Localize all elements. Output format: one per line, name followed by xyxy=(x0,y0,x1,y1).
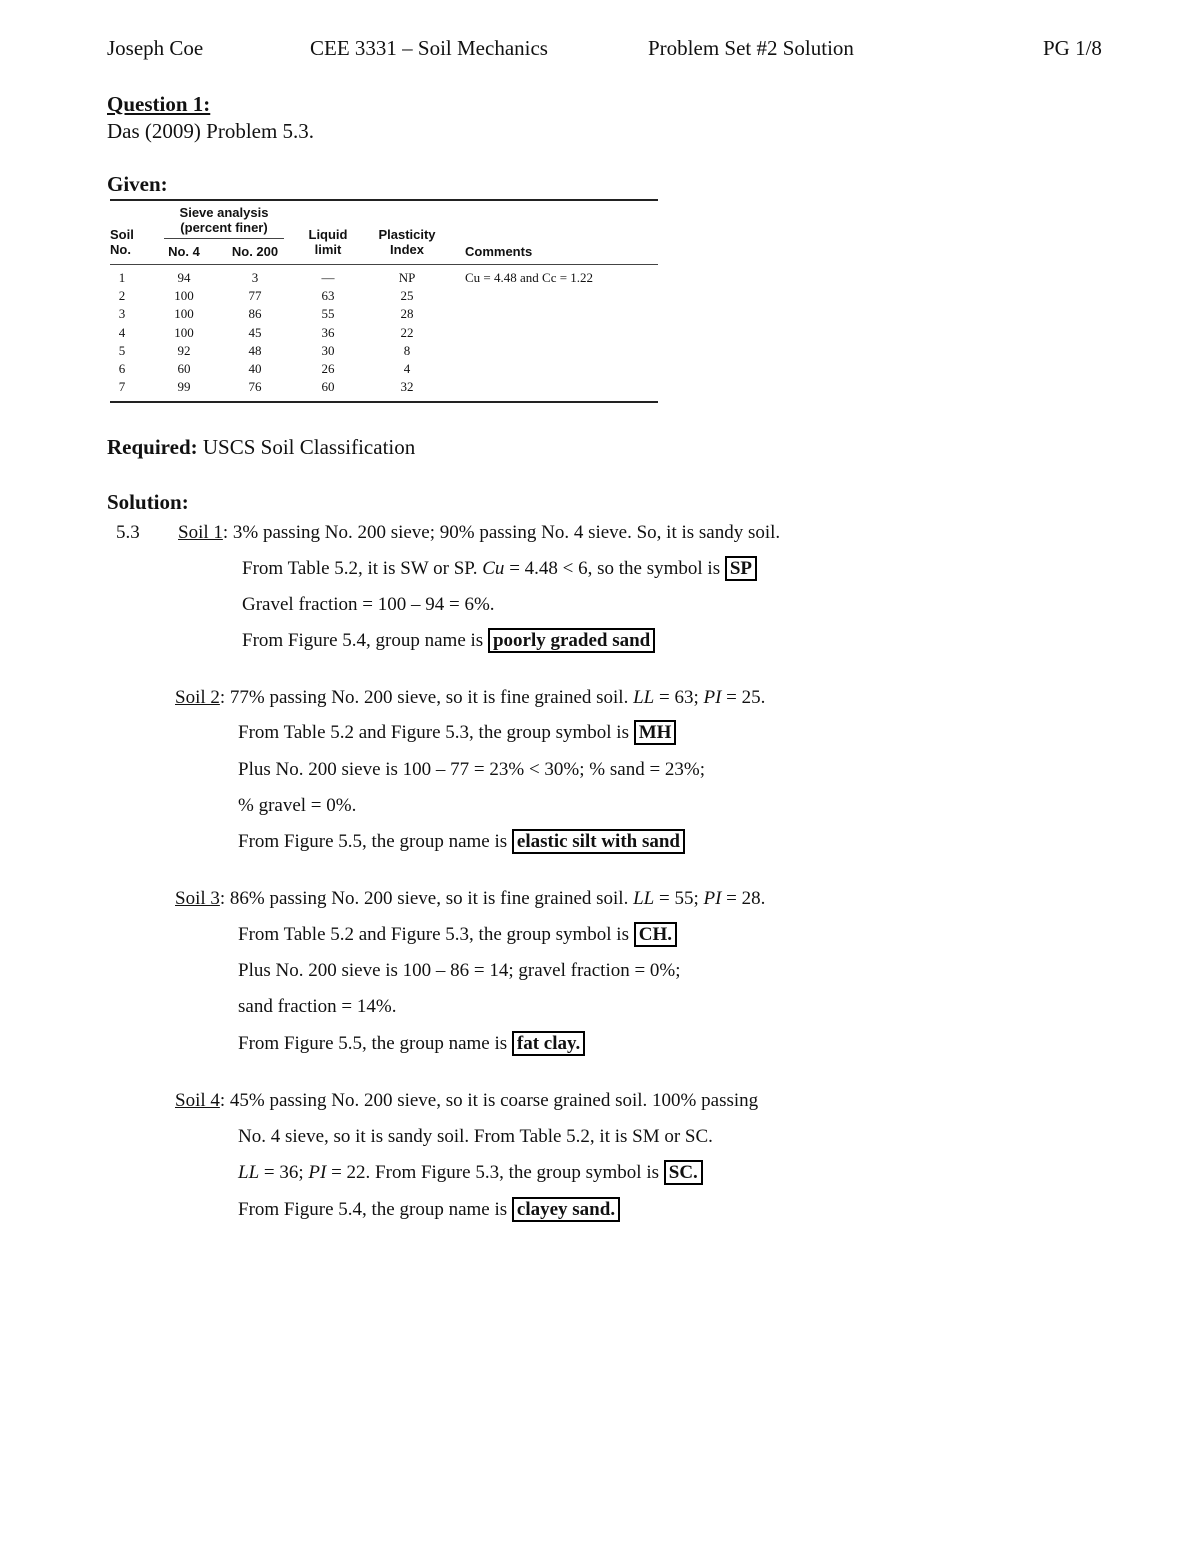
soil4-text3b: = 22. From Figure 5.3, the group symbol is xyxy=(326,1162,659,1183)
question-heading: Question 1: xyxy=(107,92,211,116)
soil1-text1: : 3% passing No. 200 sieve; 90% passing No. 4 sieve. So, it is sandy soil. xyxy=(222,522,781,543)
pi-symbol: PI xyxy=(703,687,722,708)
table-group-rule xyxy=(164,238,284,239)
cell-soil-no: 7 xyxy=(118,379,126,395)
cell-comments: Cu = 4.48 and Cc = 1.22 xyxy=(465,270,594,285)
soil4-text1: : 45% passing No. 200 sieve, so it is coarse grained soil. 100% passing xyxy=(219,1090,759,1111)
cell-soil-no: 4 xyxy=(118,324,126,340)
col-header-soil-no: Soil No. xyxy=(110,227,134,257)
soil1-group-symbol: SP xyxy=(725,556,757,581)
table-bottom-rule xyxy=(110,401,658,403)
cell-no200: 3 xyxy=(251,270,259,285)
cell-no200: 86 xyxy=(248,306,262,322)
soil3-text5: From Figure 5.5, the group name is xyxy=(238,1033,508,1054)
soil1-group-name: poorly graded sand xyxy=(488,628,655,653)
cell-liquid-limit: 60 xyxy=(321,379,335,395)
ll-symbol: LL xyxy=(238,1162,260,1183)
cell-liquid-limit: 36 xyxy=(321,324,335,340)
soil2-text2: From Table 5.2 and Figure 5.3, the group symbol is xyxy=(238,722,629,743)
soil4-text4: From Figure 5.4, the group name is xyxy=(238,1199,508,1220)
header-author: Joseph Coe xyxy=(107,36,204,60)
soil2-line3: Plus No. 200 sieve is 100 – 77 = 23% < 30%; % sand = 23%; xyxy=(238,759,706,780)
soil4-label: Soil 4 xyxy=(175,1090,220,1111)
soil1-line4 xyxy=(242,630,655,652)
table-group-header: Sieve analysis (percent finer) xyxy=(179,205,269,235)
soil3-line2 xyxy=(238,924,677,946)
soil2-text1b: = 63; xyxy=(654,687,704,708)
cell-soil-no: 3 xyxy=(118,306,126,322)
soil4-line1 xyxy=(175,1090,758,1112)
cell-soil-no: 1 xyxy=(118,270,126,285)
soil1-text2b: = 4.48 < 6, so the symbol is xyxy=(504,558,721,579)
soil2-text1a: : 77% passing No. 200 sieve, so it is fine grained soil. xyxy=(219,687,634,708)
soil2-line4: % gravel = 0%. xyxy=(238,795,357,816)
cell-liquid-limit: 30 xyxy=(321,342,335,358)
cell-liquid-limit: — xyxy=(321,270,335,285)
col-header-no200: No. 200 xyxy=(231,244,279,259)
soil3-text2: From Table 5.2 and Figure 5.3, the group symbol is xyxy=(238,924,629,945)
soil2-line5 xyxy=(238,831,685,853)
soil2-label: Soil 2 xyxy=(175,687,220,708)
soil3-text1b: = 55; xyxy=(654,888,704,909)
soil1-line1 xyxy=(178,522,780,544)
required-label: Required: xyxy=(107,435,198,459)
soil3-label: Soil 3 xyxy=(175,888,220,909)
soil3-line4: sand fraction = 14%. xyxy=(238,996,397,1017)
cell-no4: 100 xyxy=(174,306,194,322)
cell-liquid-limit: 26 xyxy=(321,361,335,376)
cell-liquid-limit: 55 xyxy=(321,306,335,322)
soil4-line2: No. 4 sieve, so it is sandy soil. From Table 5.2, it is SM or SC. xyxy=(238,1126,713,1147)
question-reference: Das (2009) Problem 5.3. xyxy=(107,119,315,143)
cell-no4: 100 xyxy=(174,324,194,340)
cell-plasticity-index: NP xyxy=(398,270,416,285)
pi-symbol: PI xyxy=(703,888,722,909)
soil2-text5: From Figure 5.5, the group name is xyxy=(238,831,508,852)
soil1-text4: From Figure 5.4, group name is xyxy=(242,630,484,651)
cell-no200: 48 xyxy=(248,342,262,358)
required-line xyxy=(107,435,415,460)
col-header-liquid-limit: Liquid limit xyxy=(308,227,348,257)
col-header-comments: Comments xyxy=(465,244,533,259)
ll-symbol: LL xyxy=(633,888,655,909)
cell-no4: 99 xyxy=(177,379,191,395)
soil3-text1c: = 28. xyxy=(721,888,766,909)
problem-number: 5.3 xyxy=(116,522,140,543)
cell-no4: 92 xyxy=(177,342,191,358)
cell-plasticity-index: 25 xyxy=(400,288,414,304)
soil3-line1 xyxy=(175,888,765,910)
soil3-line3: Plus No. 200 sieve is 100 – 86 = 14; gravel fraction = 0%; xyxy=(238,960,681,981)
given-heading: Given: xyxy=(107,172,168,196)
soil4-group-name: clayey sand. xyxy=(512,1197,620,1222)
soil3-line5 xyxy=(238,1033,585,1055)
soil3-group-name: fat clay. xyxy=(512,1031,585,1056)
cell-no200: 45 xyxy=(248,324,262,340)
cell-plasticity-index: 28 xyxy=(400,306,414,322)
cell-plasticity-index: 22 xyxy=(400,324,414,340)
cell-liquid-limit: 63 xyxy=(321,288,335,304)
soil4-line4 xyxy=(238,1199,620,1221)
soil4-group-symbol: SC. xyxy=(664,1160,703,1185)
header-assignment: Problem Set #2 Solution xyxy=(648,36,854,60)
cell-soil-no: 2 xyxy=(118,288,126,304)
ll-symbol: LL xyxy=(633,687,655,708)
cell-plasticity-index: 4 xyxy=(403,361,411,376)
soil4-line3 xyxy=(238,1162,703,1184)
col-header-no4: No. 4 xyxy=(168,244,200,259)
soil4-text3a: = 36; xyxy=(259,1162,309,1183)
cell-no200: 77 xyxy=(248,288,262,304)
cell-plasticity-index: 8 xyxy=(403,342,411,358)
soil3-text1a: : 86% passing No. 200 sieve, so it is fine grained soil. xyxy=(219,888,634,909)
soil2-text1c: = 25. xyxy=(721,687,766,708)
soil2-line2 xyxy=(238,722,676,744)
header-page-number: PG 1/8 xyxy=(1043,36,1102,60)
pi-symbol: PI xyxy=(308,1162,327,1183)
soil3-group-symbol: CH. xyxy=(634,922,677,947)
soil2-group-symbol: MH xyxy=(634,720,677,745)
header-course: CEE 3331 – Soil Mechanics xyxy=(310,36,548,60)
cell-no4: 100 xyxy=(174,288,194,304)
solution-heading: Solution: xyxy=(107,490,189,514)
cell-soil-no: 6 xyxy=(118,361,126,376)
table-top-rule xyxy=(110,199,658,201)
soil2-line1 xyxy=(175,687,765,709)
table-header-rule xyxy=(110,264,658,265)
cell-no200: 40 xyxy=(248,361,262,376)
soil1-text2a: From Table 5.2, it is SW or SP. xyxy=(242,558,483,579)
cell-soil-no: 5 xyxy=(118,342,126,358)
cell-no4: 60 xyxy=(177,361,191,376)
required-text: USCS Soil Classification xyxy=(202,435,416,459)
cell-plasticity-index: 32 xyxy=(400,379,414,395)
cell-no4: 94 xyxy=(177,270,191,285)
soil1-line3: Gravel fraction = 100 – 94 = 6%. xyxy=(242,594,495,615)
soil2-group-name: elastic silt with sand xyxy=(512,829,685,854)
soil1-line2 xyxy=(242,558,757,580)
cu-symbol: Cu xyxy=(482,558,505,579)
soil1-label: Soil 1 xyxy=(178,522,223,543)
col-header-plasticity-index: Plasticity Index xyxy=(378,227,436,257)
cell-no200: 76 xyxy=(248,379,262,395)
